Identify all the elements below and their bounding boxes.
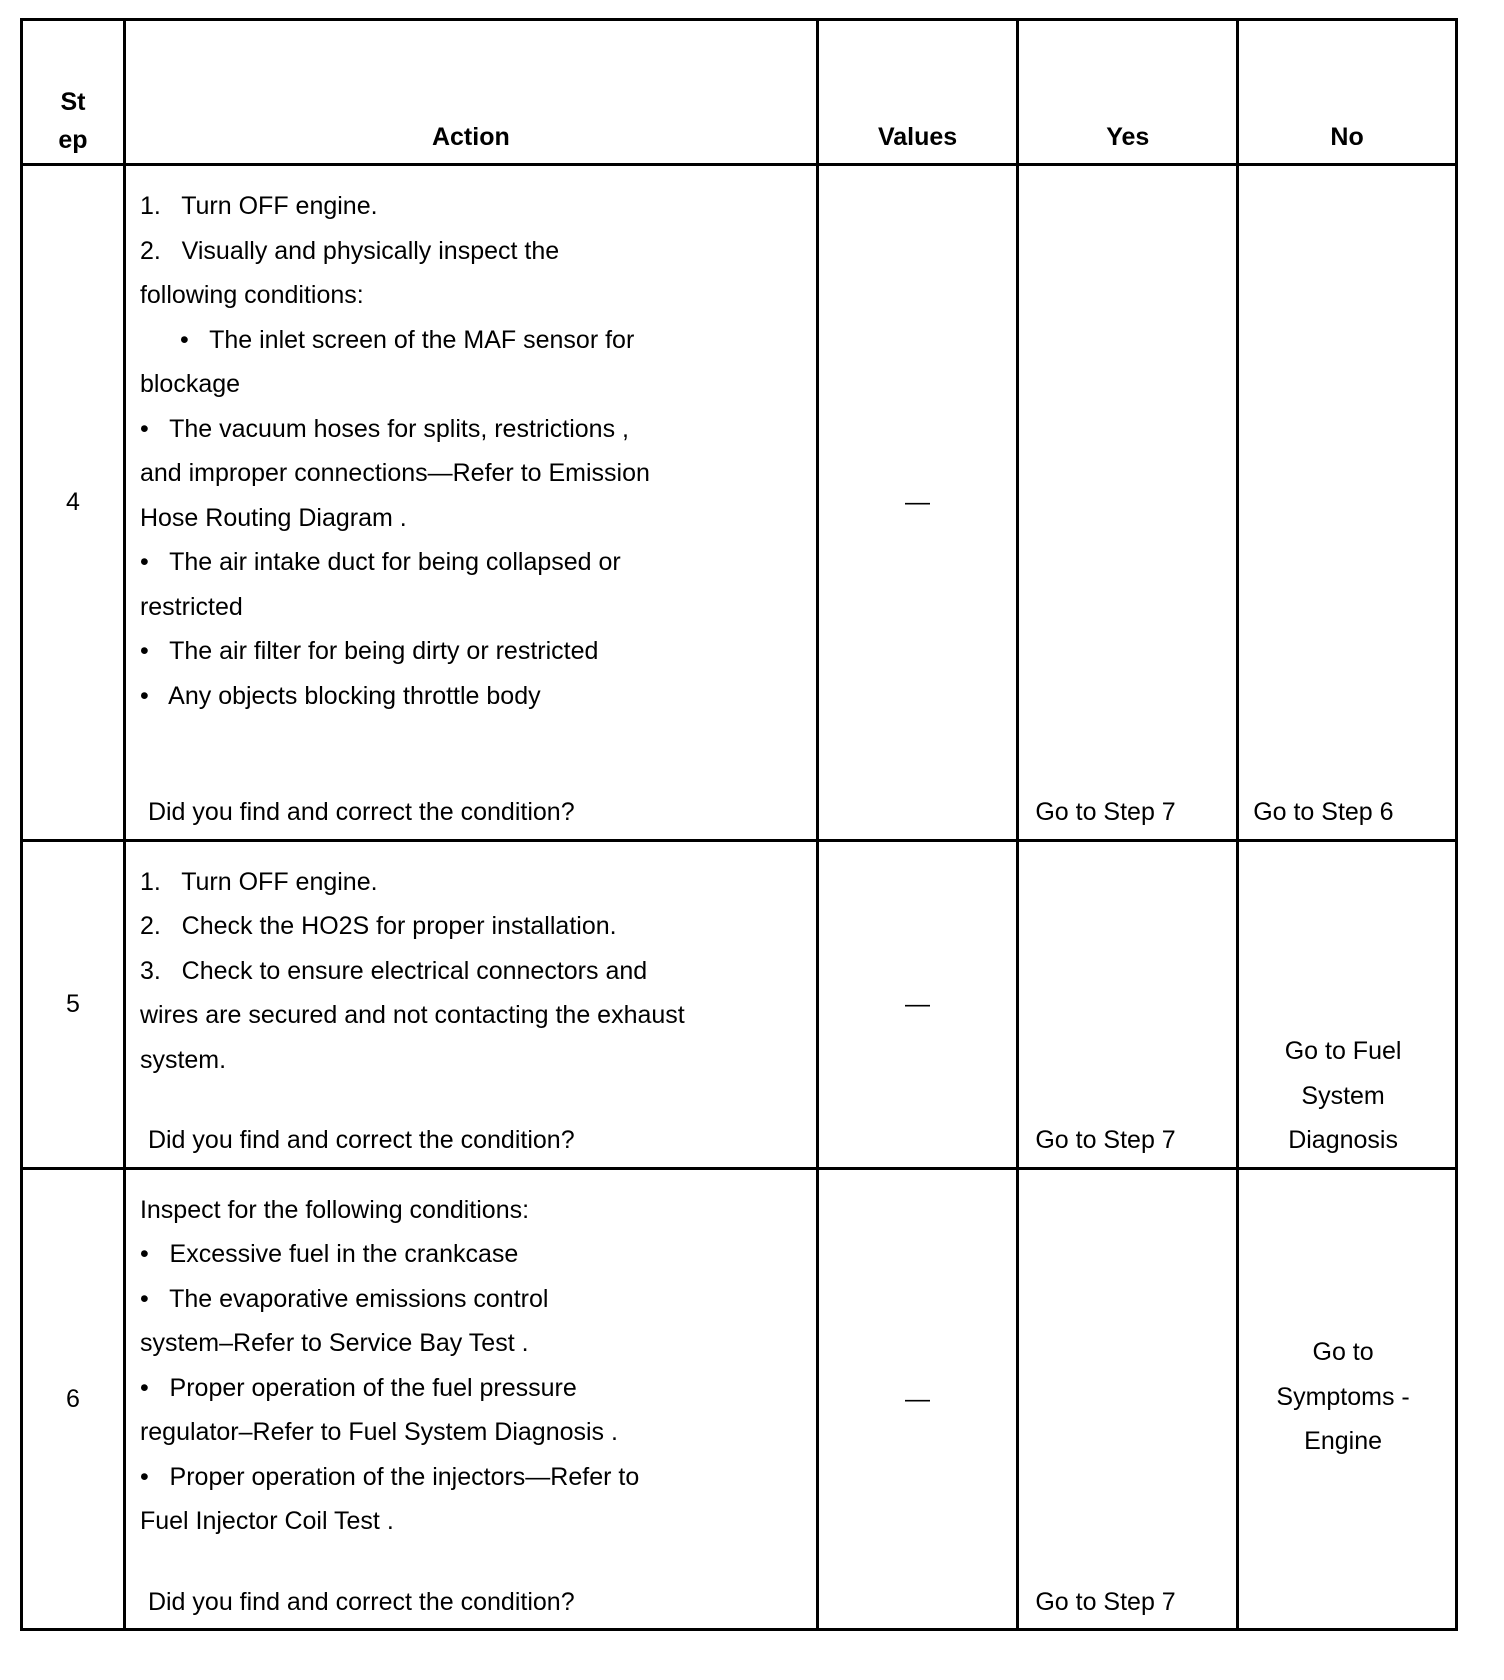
step-number: 4 <box>22 165 125 841</box>
header-no: No <box>1238 20 1457 165</box>
action-line: and improper connections—Refer to Emission <box>139 459 650 487</box>
action-line: • Proper operation of the fuel pressure <box>139 1373 577 1402</box>
values-cell: — <box>817 840 1018 1168</box>
header-yes: Yes <box>1018 20 1238 165</box>
action-question: Did you find and correct the condition? <box>147 1126 575 1154</box>
header-action: Action <box>124 20 817 165</box>
action-line: following conditions: <box>139 281 364 309</box>
table-row-step-6 <box>22 1168 1457 1630</box>
action-line: system. <box>139 1045 227 1074</box>
step-number: 5 <box>22 840 125 1168</box>
no-cell <box>1238 1168 1457 1630</box>
action-lines <box>140 842 800 1083</box>
action-line: • Proper operation of the injectors—Refer to <box>139 1462 640 1491</box>
no-line: Go to <box>1312 1338 1374 1366</box>
values-cell: — <box>817 165 1018 841</box>
action-cell <box>124 840 817 1168</box>
action-line: 3. Check to ensure electrical connectors and <box>139 956 648 985</box>
no-line: Engine <box>1304 1427 1383 1455</box>
action-line: 1. Turn OFF engine. <box>139 867 378 896</box>
step-number: 6 <box>22 1168 125 1630</box>
action-lines <box>140 1170 800 1544</box>
action-line: system–Refer to Service Bay Test . <box>139 1329 529 1357</box>
no-line: Diagnosis <box>1288 1126 1398 1154</box>
action-line: 2. Check the HO2S for proper installation. <box>139 912 617 940</box>
action-line: regulator–Refer to Fuel System Diagnosis . <box>139 1418 618 1446</box>
action-line: • Any objects blocking throttle body <box>139 681 541 710</box>
action-line: wires are secured and not contacting the exhaust <box>139 1001 685 1029</box>
action-question: Did you find and correct the condition? <box>147 1587 575 1616</box>
no-cell: Go to Step 6 <box>1238 165 1457 841</box>
yes-cell: Go to Step 7 <box>1018 840 1238 1168</box>
action-line: restricted <box>139 592 243 621</box>
table-row-step-5 <box>22 840 1457 1168</box>
action-line: 1. Turn OFF engine. <box>139 192 378 220</box>
yes-cell: Go to Step 7 <box>1018 165 1238 841</box>
action-question: Did you find and correct the condition? <box>147 798 575 826</box>
action-line: blockage <box>139 370 241 398</box>
action-cell <box>124 1168 817 1630</box>
action-lines <box>140 166 800 718</box>
action-line: Fuel Injector Coil Test . <box>139 1507 394 1535</box>
no-line: Symptoms - <box>1276 1382 1410 1411</box>
table-row-step-4 <box>22 165 1457 841</box>
action-line: • The air filter for being dirty or restricted <box>139 637 599 665</box>
action-line: • The vacuum hoses for splits, restrictions , <box>139 414 629 443</box>
header-step <box>22 20 125 165</box>
action-cell <box>124 165 817 841</box>
no-line: Go to Fuel <box>1284 1037 1402 1065</box>
action-line: • Excessive fuel in the crankcase <box>139 1240 519 1268</box>
action-line: Inspect for the following conditions: <box>139 1195 530 1224</box>
no-cell <box>1238 840 1457 1168</box>
yes-cell: Go to Step 7 <box>1018 1168 1238 1630</box>
header-values: Values <box>817 20 1018 165</box>
header-row <box>22 20 1457 165</box>
header-step-line-2: ep <box>58 126 88 154</box>
values-cell: — <box>817 1168 1018 1630</box>
diagnostic-table <box>20 18 1458 1631</box>
action-line: Hose Routing Diagram . <box>139 503 407 532</box>
action-line: • The air intake duct for being collapsed or <box>139 548 621 576</box>
action-line: 2. Visually and physically inspect the <box>139 236 560 265</box>
action-line: • The evaporative emissions control <box>139 1284 549 1313</box>
action-line: • The inlet screen of the MAF sensor for <box>179 325 635 354</box>
header-step-line-1: St <box>60 88 86 116</box>
no-line: System <box>1301 1081 1385 1110</box>
